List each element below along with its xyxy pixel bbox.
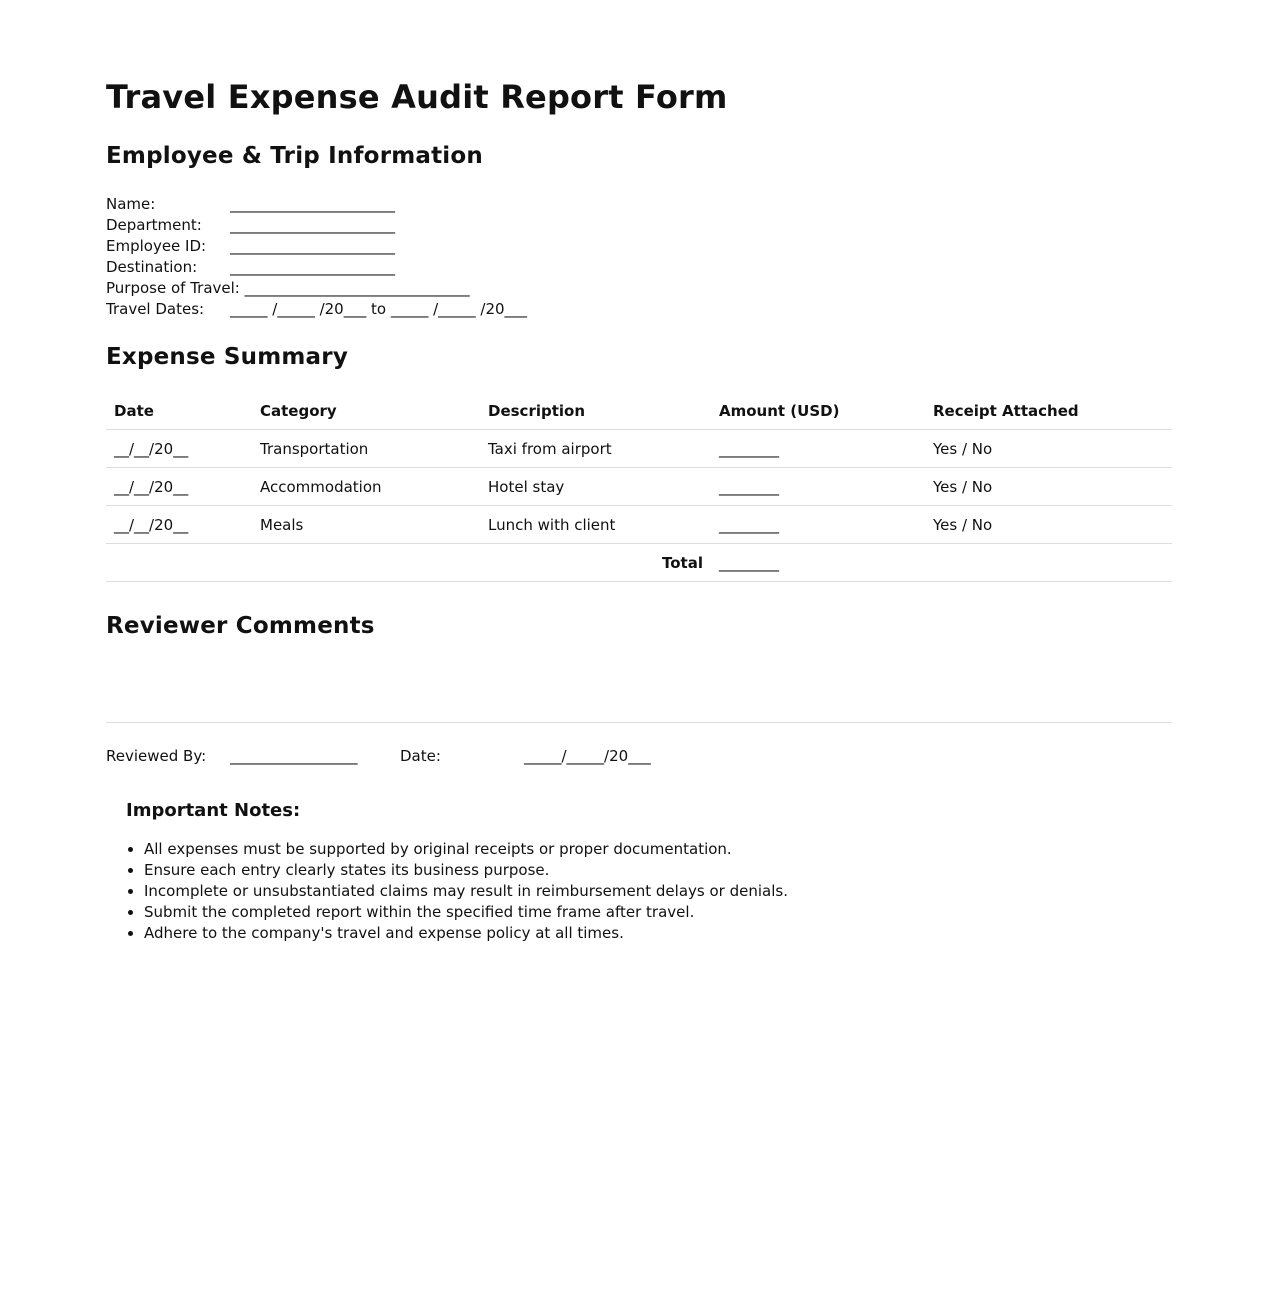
list-item: • Adhere to the company's travel and expense policy at all times. bbox=[144, 923, 1126, 944]
reviewer-section-heading: Reviewer Comments bbox=[106, 613, 375, 639]
travel-dates-label: Travel Dates: bbox=[106, 300, 205, 318]
row-receipt-cell[interactable]: Yes / No bbox=[925, 430, 1172, 468]
total-spacer-cell bbox=[925, 544, 1172, 582]
department-field[interactable]: ______________________ bbox=[230, 216, 395, 234]
purpose-field[interactable]: ______________________________ bbox=[244, 279, 470, 297]
row-amount-cell[interactable]: ________ bbox=[711, 468, 925, 506]
row-description-cell: Hotel stay bbox=[480, 468, 711, 506]
expense-table bbox=[106, 392, 1172, 582]
column-header-date: Date bbox=[106, 392, 252, 430]
notes-list bbox=[126, 839, 1126, 944]
purpose-row bbox=[106, 278, 527, 299]
expense-section-heading: Expense Summary bbox=[106, 344, 349, 370]
table-row bbox=[106, 430, 1172, 468]
total-row bbox=[106, 544, 1172, 582]
row-receipt-cell[interactable]: Yes / No bbox=[925, 468, 1172, 506]
row-description-cell: Taxi from airport bbox=[480, 430, 711, 468]
column-header-receipt: Receipt Attached bbox=[925, 392, 1172, 430]
row-date-cell[interactable]: __/__/20__ bbox=[106, 468, 252, 506]
total-spacer-cell bbox=[252, 544, 480, 582]
employee-id-row bbox=[106, 236, 527, 257]
row-category-cell: Meals bbox=[252, 506, 480, 544]
employee-info-block bbox=[106, 194, 527, 320]
employee-id-field[interactable]: ______________________ bbox=[230, 237, 395, 255]
destination-row bbox=[106, 257, 527, 278]
review-date-field[interactable]: _____/_____/20___ bbox=[524, 747, 651, 765]
list-item: • Ensure each entry clearly states its business purpose. bbox=[144, 860, 1126, 881]
comments-divider bbox=[106, 722, 1172, 723]
name-row bbox=[106, 194, 527, 215]
list-item: • Submit the completed report within the specified time frame after travel. bbox=[144, 902, 1126, 923]
row-date-cell[interactable]: __/__/20__ bbox=[106, 506, 252, 544]
row-category-cell: Accommodation bbox=[252, 468, 480, 506]
total-spacer-cell bbox=[106, 544, 252, 582]
row-amount-cell[interactable]: ________ bbox=[711, 430, 925, 468]
destination-field[interactable]: ______________________ bbox=[230, 258, 395, 276]
department-label: Department: bbox=[106, 216, 202, 234]
destination-label: Destination: bbox=[106, 258, 198, 276]
table-header-row bbox=[106, 392, 1172, 430]
travel-dates-row bbox=[106, 299, 527, 320]
travel-dates-field[interactable]: _____ /_____ /20___ to _____ /_____ /20___ bbox=[230, 300, 528, 318]
row-amount-cell[interactable]: ________ bbox=[711, 506, 925, 544]
name-field[interactable]: ______________________ bbox=[230, 195, 395, 213]
column-header-description: Description bbox=[480, 392, 711, 430]
table-row bbox=[106, 506, 1172, 544]
row-date-cell[interactable]: __/__/20__ bbox=[106, 430, 252, 468]
total-label: Total bbox=[480, 544, 711, 582]
column-header-category: Category bbox=[252, 392, 480, 430]
table-row bbox=[106, 468, 1172, 506]
department-row bbox=[106, 215, 527, 236]
row-receipt-cell[interactable]: Yes / No bbox=[925, 506, 1172, 544]
row-description-cell: Lunch with client bbox=[480, 506, 711, 544]
reviewed-by-field[interactable]: _________________ bbox=[230, 747, 358, 765]
name-label: Name: bbox=[106, 195, 156, 213]
important-notes bbox=[126, 800, 1126, 944]
column-header-amount: Amount (USD) bbox=[711, 392, 925, 430]
purpose-label: Purpose of Travel: bbox=[106, 279, 240, 297]
list-item: • All expenses must be supported by original receipts or proper documentation. bbox=[144, 839, 1126, 860]
total-amount-cell[interactable]: ________ bbox=[711, 544, 925, 582]
review-signoff-row bbox=[106, 746, 651, 767]
notes-heading: Important Notes: bbox=[126, 800, 301, 821]
list-item: • Incomplete or unsubstantiated claims may result in reimbursement delays or denials. bbox=[144, 881, 1126, 902]
review-date-label: Date: bbox=[400, 747, 441, 765]
row-category-cell: Transportation bbox=[252, 430, 480, 468]
employee-id-label: Employee ID: bbox=[106, 237, 207, 255]
employee-section-heading: Employee & Trip Information bbox=[106, 143, 483, 169]
reviewed-by-label: Reviewed By: bbox=[106, 747, 207, 765]
page-title: Travel Expense Audit Report Form bbox=[106, 78, 728, 116]
